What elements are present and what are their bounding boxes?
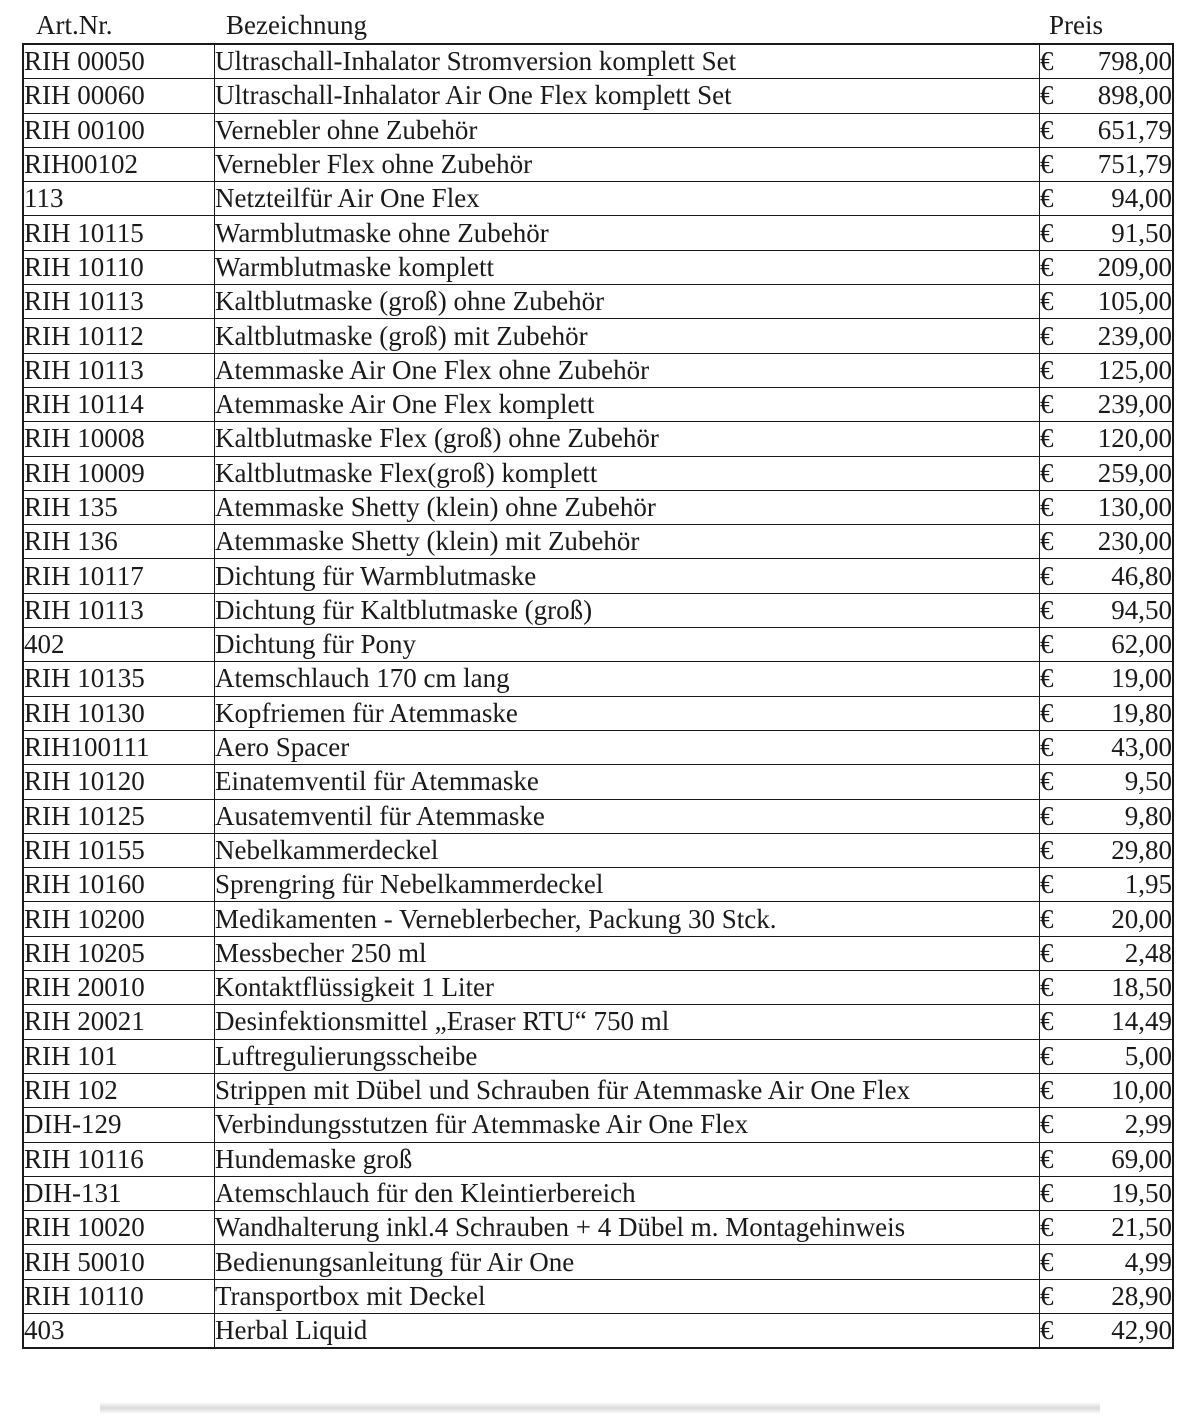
currency-symbol: € [1040,1109,1054,1140]
cell-art-nr: RIH100111 [23,730,215,764]
currency-symbol: € [1040,1006,1054,1037]
currency-symbol: € [1040,492,1054,522]
cell-art-nr: RIH 20021 [23,1005,215,1039]
cell-preis [1040,79,1174,113]
table-row [23,1245,1173,1279]
cell-bezeichnung: Hundemaske groß [215,1142,1040,1176]
table-row [23,971,1173,1005]
price-value [1040,45,1172,78]
cell-bezeichnung: Atemmaske Air One Flex ohne Zubehör [215,353,1040,387]
price-table-body [23,44,1173,1348]
price-value [1040,320,1172,353]
currency-symbol: € [1040,114,1054,145]
price-amount: 42,90 [1111,1315,1172,1346]
table-row [23,730,1173,764]
cell-bezeichnung: Atemschlauch für den Kleintierbereich [215,1176,1040,1210]
cell-bezeichnung: Dichtung für Pony [215,628,1040,662]
cell-art-nr: RIH 10116 [23,1142,215,1176]
table-row [23,628,1173,662]
cell-preis [1040,525,1174,559]
price-amount: 125,00 [1097,354,1172,385]
currency-symbol: € [1040,594,1054,625]
cell-art-nr: RIH 10113 [23,285,215,319]
cell-art-nr: 403 [23,1313,215,1348]
cell-art-nr: RIH 10113 [23,593,215,627]
cell-bezeichnung: Dichtung für Warmblutmaske [215,559,1040,593]
table-row [23,833,1173,867]
cell-bezeichnung: Messbecher 250 ml [215,936,1040,970]
cell-preis [1040,799,1174,833]
price-amount: 4,99 [1124,1246,1172,1277]
cut-off-footer-text [100,1402,1100,1414]
price-value [1040,1108,1172,1141]
cell-bezeichnung: Kaltblutmaske Flex(groß) komplett [215,456,1040,490]
price-amount: 18,50 [1111,972,1172,1003]
cell-bezeichnung: Atemmaske Shetty (klein) mit Zubehör [215,525,1040,559]
price-amount: 19,00 [1111,663,1172,694]
price-value [1040,1005,1172,1038]
cell-preis [1040,353,1174,387]
price-value [1040,560,1172,593]
table-row [23,662,1173,696]
table-row [23,1142,1173,1176]
cell-art-nr: RIH 10120 [23,765,215,799]
price-amount: 29,80 [1111,834,1172,865]
price-value [1040,697,1172,730]
cell-art-nr: RIH 10110 [23,1279,215,1313]
cell-preis [1040,422,1174,456]
cell-preis [1040,696,1174,730]
price-value [1040,903,1172,936]
table-row [23,525,1173,559]
table-row [23,1108,1173,1142]
price-value [1040,800,1172,833]
cell-preis [1040,628,1174,662]
cell-bezeichnung: Aero Spacer [215,730,1040,764]
price-amount: 28,90 [1111,1280,1172,1311]
price-value [1040,354,1172,387]
table-row [23,456,1173,490]
table-row [23,1279,1173,1313]
cell-preis [1040,456,1174,490]
price-amount: 94,50 [1111,594,1172,625]
table-row [23,696,1173,730]
price-value [1040,731,1172,764]
price-amount: 209,00 [1097,251,1172,282]
currency-symbol: € [1040,389,1054,420]
cell-preis [1040,250,1174,284]
currency-symbol: € [1040,560,1054,591]
header-art-nr: Art.Nr. [36,10,113,40]
price-amount: 20,00 [1111,903,1172,934]
price-amount: 898,00 [1097,80,1172,111]
table-row [23,1073,1173,1107]
cell-bezeichnung: Transportbox mit Deckel [215,1279,1040,1313]
price-amount: 14,49 [1111,1006,1172,1037]
cell-preis [1040,1039,1174,1073]
cell-preis [1040,1211,1174,1245]
price-amount: 230,00 [1097,526,1172,557]
cell-preis [1040,182,1174,216]
currency-symbol: € [1040,732,1054,763]
cell-bezeichnung: Medikamenten - Verneblerbecher, Packung 30 Stck. [215,902,1040,936]
price-value [1040,1246,1172,1279]
table-row [23,1005,1173,1039]
cell-preis [1040,216,1174,250]
price-amount: 91,50 [1111,217,1172,248]
price-value [1040,491,1172,524]
cell-bezeichnung: Kaltblutmaske (groß) mit Zubehör [215,319,1040,353]
cell-bezeichnung: Luftregulierungsscheibe [215,1039,1040,1073]
price-value [1040,628,1172,661]
currency-symbol: € [1040,697,1054,728]
cell-art-nr: RIH00102 [23,147,215,181]
price-value [1040,285,1172,318]
price-amount: 43,00 [1111,732,1172,763]
cell-art-nr: RIH 102 [23,1073,215,1107]
cell-art-nr: DIH-129 [23,1108,215,1142]
price-value [1040,594,1172,627]
cell-art-nr: RIH 10135 [23,662,215,696]
cell-art-nr: RIH 135 [23,490,215,524]
price-amount: 130,00 [1097,492,1172,522]
cell-art-nr: RIH 10205 [23,936,215,970]
price-value [1040,79,1172,112]
cell-preis [1040,765,1174,799]
cell-preis [1040,1108,1174,1142]
currency-symbol: € [1040,183,1054,214]
cell-bezeichnung: Ultraschall-Inhalator Stromversion komplett Set [215,44,1040,79]
cell-preis [1040,387,1174,421]
header-bezeichnung: Bezeichnung [226,10,367,40]
currency-symbol: € [1040,1075,1054,1106]
price-value [1040,971,1172,1004]
price-value [1040,765,1172,798]
price-value [1040,525,1172,558]
cell-art-nr: RIH 10008 [23,422,215,456]
cell-art-nr: RIH 10117 [23,559,215,593]
price-amount: 2,48 [1124,937,1172,968]
price-value [1040,1314,1172,1347]
price-value [1040,1280,1172,1313]
cell-art-nr: RIH 136 [23,525,215,559]
cell-bezeichnung: Kaltblutmaske Flex (groß) ohne Zubehör [215,422,1040,456]
currency-symbol: € [1040,1280,1054,1311]
cell-preis [1040,319,1174,353]
cell-preis [1040,730,1174,764]
cell-bezeichnung: Kaltblutmaske (groß) ohne Zubehör [215,285,1040,319]
price-value [1040,114,1172,147]
cell-bezeichnung: Vernebler Flex ohne Zubehör [215,147,1040,181]
table-row [23,422,1173,456]
table-row [23,559,1173,593]
table-row [23,285,1173,319]
cell-preis [1040,593,1174,627]
cell-art-nr: RIH 101 [23,1039,215,1073]
price-value [1040,834,1172,867]
currency-symbol: € [1040,800,1054,831]
cell-art-nr: RIH 00050 [23,44,215,79]
currency-symbol: € [1040,526,1054,557]
price-amount: 105,00 [1097,286,1172,317]
currency-symbol: € [1040,251,1054,282]
table-row [23,1176,1173,1210]
cell-bezeichnung: Dichtung für Kaltblutmaske (groß) [215,593,1040,627]
cell-preis [1040,147,1174,181]
cell-art-nr: RIH 10160 [23,868,215,902]
cell-art-nr: RIH 10020 [23,1211,215,1245]
cell-bezeichnung: Verbindungsstutzen für Atemmaske Air One Flex [215,1108,1040,1142]
cell-bezeichnung: Einatemventil für Atemmaske [215,765,1040,799]
price-amount: 1,95 [1124,869,1172,900]
cell-preis [1040,1005,1174,1039]
price-value [1040,1143,1172,1176]
price-amount: 46,80 [1111,560,1172,591]
price-amount: 2,99 [1124,1109,1172,1140]
currency-symbol: € [1040,457,1054,488]
currency-symbol: € [1040,46,1054,77]
currency-symbol: € [1040,149,1054,180]
price-amount: 239,00 [1097,389,1172,420]
cell-bezeichnung: Kontaktflüssigkeit 1 Liter [215,971,1040,1005]
table-row [23,113,1173,147]
cell-bezeichnung: Sprengring für Nebelkammerdeckel [215,868,1040,902]
cell-bezeichnung: Warmblutmaske ohne Zubehör [215,216,1040,250]
cell-bezeichnung: Wandhalterung inkl.4 Schrauben + 4 Dübel m. Montagehinweis [215,1211,1040,1245]
cell-preis [1040,936,1174,970]
cell-bezeichnung: Ultraschall-Inhalator Air One Flex komplett Set [215,79,1040,113]
price-value [1040,868,1172,901]
cell-art-nr: RIH 10130 [23,696,215,730]
price-amount: 19,50 [1111,1177,1172,1208]
table-row [23,1313,1173,1348]
cell-art-nr: DIH-131 [23,1176,215,1210]
price-amount: 798,00 [1097,46,1172,77]
cell-art-nr: RIH 10114 [23,387,215,421]
price-value [1040,457,1172,490]
price-value [1040,1074,1172,1107]
currency-symbol: € [1040,423,1054,454]
cell-preis [1040,868,1174,902]
cell-art-nr: RIH 20010 [23,971,215,1005]
price-amount: 120,00 [1097,423,1172,454]
cell-bezeichnung: Desinfektionsmittel „Eraser RTU“ 750 ml [215,1005,1040,1039]
table-row [23,216,1173,250]
cell-preis [1040,559,1174,593]
price-amount: 5,00 [1124,1040,1172,1071]
price-amount: 9,50 [1124,766,1172,797]
table-row [23,387,1173,421]
cell-preis [1040,490,1174,524]
cell-bezeichnung: Bedienungsanleitung für Air One [215,1245,1040,1279]
price-value [1040,148,1172,181]
cell-bezeichnung: Warmblutmaske komplett [215,250,1040,284]
price-amount: 10,00 [1111,1075,1172,1106]
price-amount: 62,00 [1111,629,1172,660]
cell-preis [1040,44,1174,79]
cell-art-nr: RIH 10125 [23,799,215,833]
cell-bezeichnung: Kopfriemen für Atemmaske [215,696,1040,730]
cell-art-nr: RIH 10115 [23,216,215,250]
table-row [23,936,1173,970]
currency-symbol: € [1040,1315,1054,1346]
table-row [23,765,1173,799]
price-table [22,43,1174,1349]
cell-art-nr: RIH 10155 [23,833,215,867]
table-row [23,593,1173,627]
currency-symbol: € [1040,286,1054,317]
cell-preis [1040,1245,1174,1279]
cell-art-nr: RIH 10112 [23,319,215,353]
cell-art-nr: RIH 00060 [23,79,215,113]
price-amount: 21,50 [1111,1212,1172,1243]
cell-preis [1040,1176,1174,1210]
cell-art-nr: RIH 10113 [23,353,215,387]
cell-preis [1040,662,1174,696]
table-header [22,8,1174,42]
currency-symbol: € [1040,834,1054,865]
cell-bezeichnung: Atemmaske Shetty (klein) ohne Zubehör [215,490,1040,524]
currency-symbol: € [1040,1177,1054,1208]
price-value [1040,1177,1172,1210]
currency-symbol: € [1040,217,1054,248]
price-value [1040,1040,1172,1073]
cell-art-nr: RIH 10200 [23,902,215,936]
price-value [1040,388,1172,421]
table-row [23,44,1173,79]
cell-preis [1040,285,1174,319]
price-value [1040,182,1172,215]
cell-bezeichnung: Netzteilfür Air One Flex [215,182,1040,216]
table-row [23,1211,1173,1245]
header-preis: Preis [1049,10,1103,40]
cell-bezeichnung: Vernebler ohne Zubehör [215,113,1040,147]
price-value [1040,662,1172,695]
currency-symbol: € [1040,80,1054,111]
cell-bezeichnung: Herbal Liquid [215,1313,1040,1348]
cell-bezeichnung: Ausatemventil für Atemmaske [215,799,1040,833]
price-amount: 651,79 [1097,114,1172,145]
table-row [23,182,1173,216]
cell-preis [1040,833,1174,867]
currency-symbol: € [1040,766,1054,797]
table-row [23,1039,1173,1073]
cell-preis [1040,902,1174,936]
cell-preis [1040,1313,1174,1348]
table-row [23,902,1173,936]
currency-symbol: € [1040,1143,1054,1174]
currency-symbol: € [1040,354,1054,385]
currency-symbol: € [1040,1212,1054,1243]
price-value [1040,1211,1172,1244]
currency-symbol: € [1040,1040,1054,1071]
currency-symbol: € [1040,937,1054,968]
cell-bezeichnung: Atemschlauch 170 cm lang [215,662,1040,696]
price-amount: 751,79 [1097,149,1172,180]
cell-preis [1040,971,1174,1005]
currency-symbol: € [1040,320,1054,351]
cell-art-nr: RIH 50010 [23,1245,215,1279]
cell-bezeichnung: Strippen mit Dübel und Schrauben für Atemmaske Air One Flex [215,1073,1040,1107]
cell-preis [1040,113,1174,147]
table-row [23,868,1173,902]
currency-symbol: € [1040,663,1054,694]
table-row [23,490,1173,524]
cell-art-nr: 402 [23,628,215,662]
cell-preis [1040,1073,1174,1107]
cell-preis [1040,1279,1174,1313]
cell-art-nr: 113 [23,182,215,216]
price-value [1040,937,1172,970]
table-row [23,79,1173,113]
cell-art-nr: RIH 10110 [23,250,215,284]
currency-symbol: € [1040,903,1054,934]
table-row [23,250,1173,284]
table-row [23,147,1173,181]
table-row [23,353,1173,387]
currency-symbol: € [1040,1246,1054,1277]
currency-symbol: € [1040,869,1054,900]
currency-symbol: € [1040,629,1054,660]
cell-bezeichnung: Nebelkammerdeckel [215,833,1040,867]
price-amount: 259,00 [1097,457,1172,488]
price-amount: 9,80 [1124,800,1172,831]
price-value [1040,251,1172,284]
price-amount: 239,00 [1097,320,1172,351]
cell-art-nr: RIH 10009 [23,456,215,490]
currency-symbol: € [1040,972,1054,1003]
table-row [23,799,1173,833]
price-amount: 94,00 [1111,183,1172,214]
price-value [1040,217,1172,250]
cell-art-nr: RIH 00100 [23,113,215,147]
table-row [23,319,1173,353]
price-amount: 69,00 [1111,1143,1172,1174]
cell-bezeichnung: Atemmaske Air One Flex komplett [215,387,1040,421]
cell-preis [1040,1142,1174,1176]
price-value [1040,422,1172,455]
price-amount: 19,80 [1111,697,1172,728]
